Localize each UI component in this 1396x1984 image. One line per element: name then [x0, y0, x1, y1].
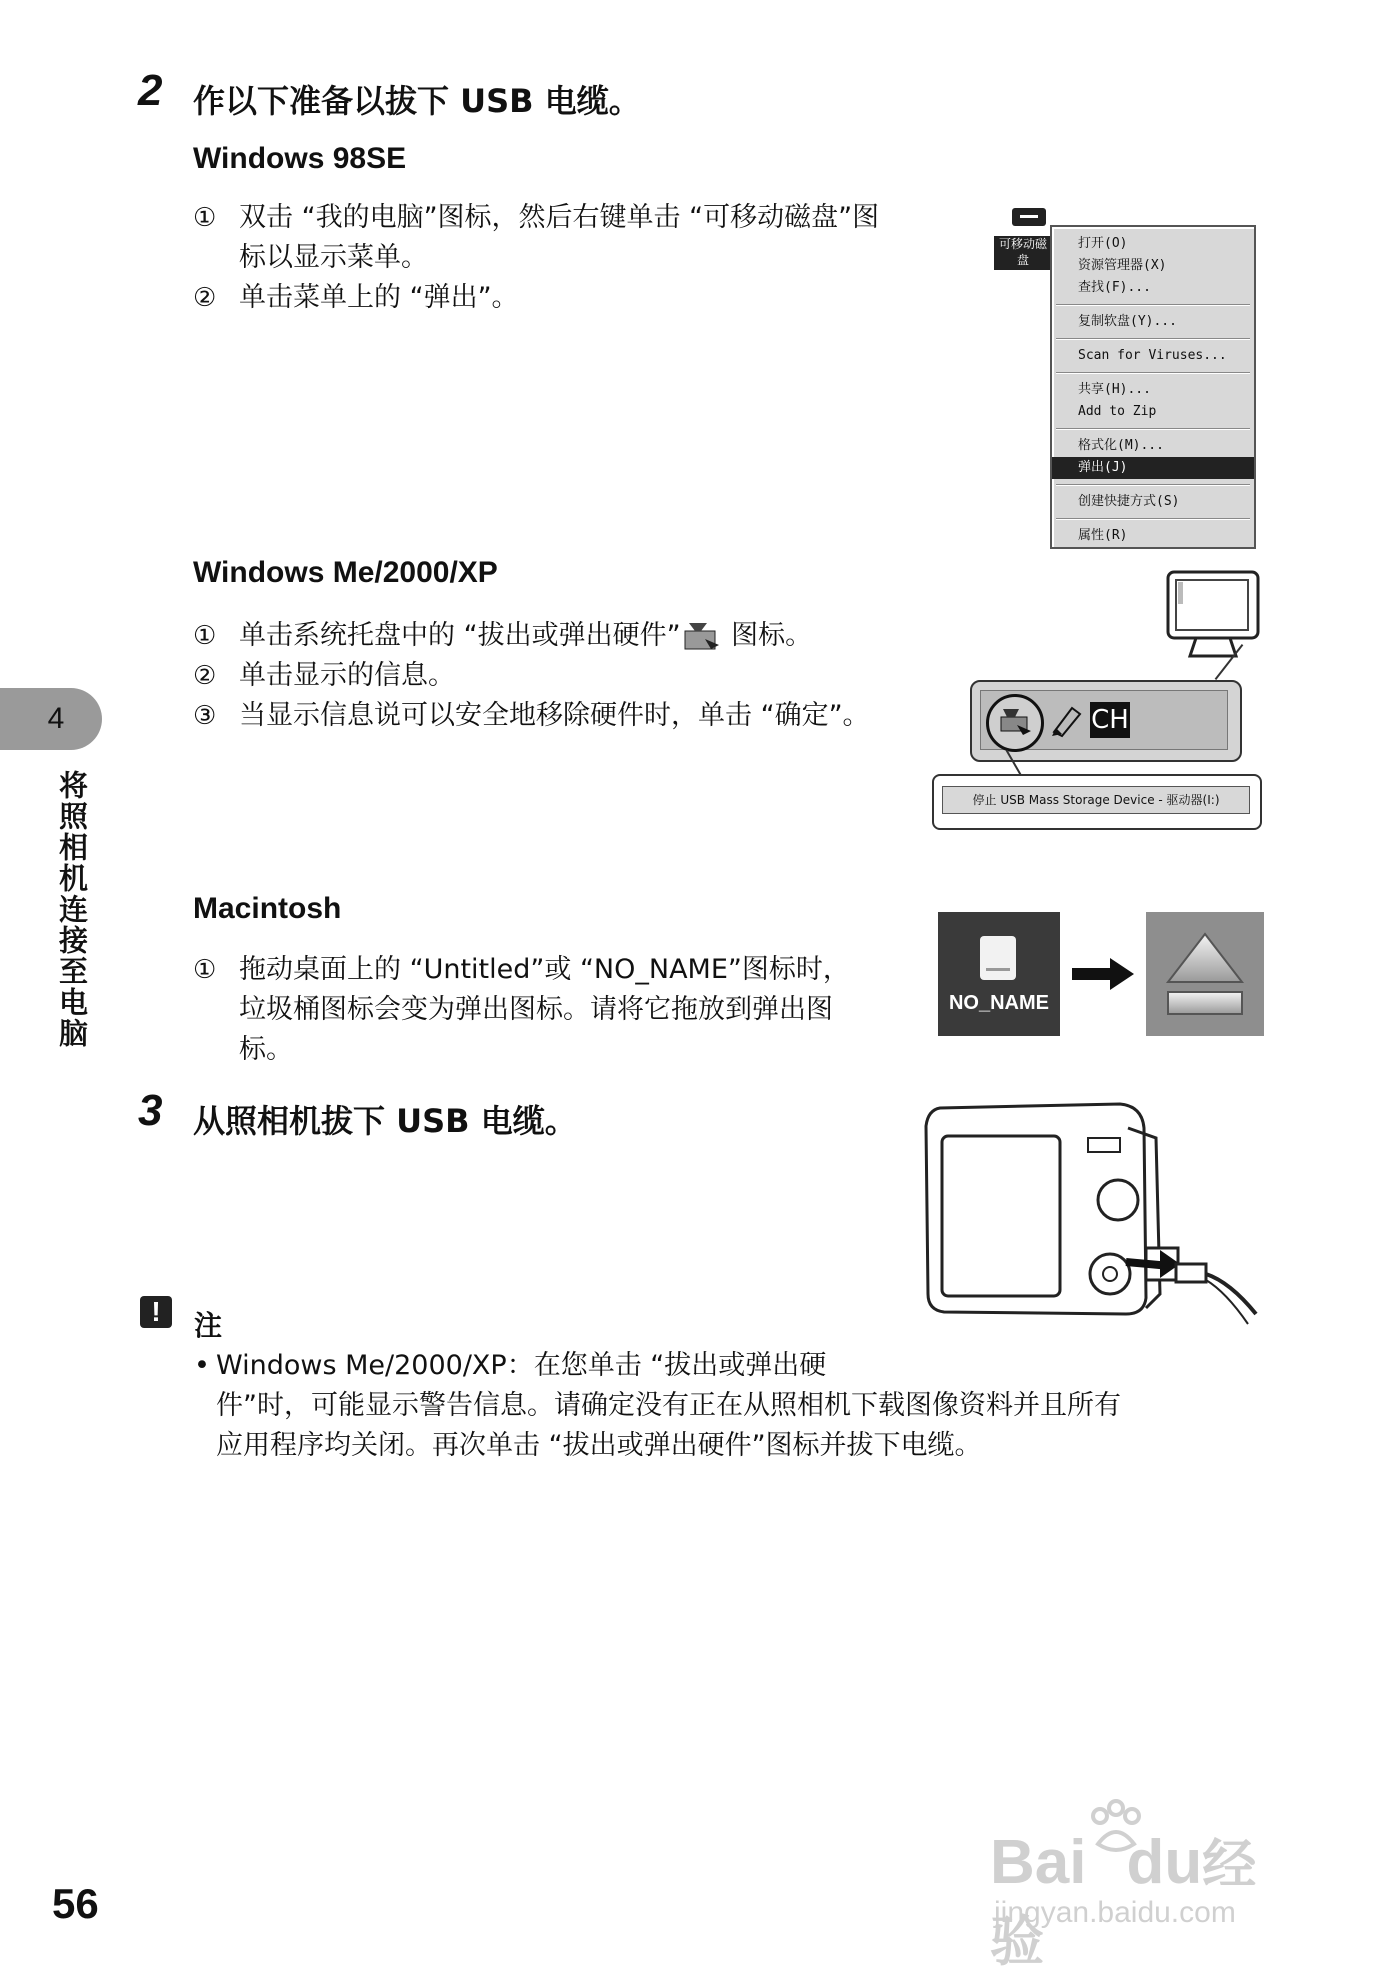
chapter-tab [0, 688, 102, 750]
menu-item-properties[interactable]: 属性(R) [1078, 528, 1128, 543]
menu-item-explorer[interactable]: 资源管理器(X) [1078, 258, 1167, 273]
note-body [194, 1346, 1254, 1466]
winme-step-2 [193, 656, 873, 696]
drive-name-label: NO_NAME [948, 992, 1049, 1014]
win98-step-2 [193, 278, 893, 318]
winme-heading: Windows Me/2000/XP [193, 556, 498, 589]
mac-eject-trash [1146, 912, 1264, 1036]
eject-icon[interactable] [1146, 912, 1264, 1036]
menu-separator [1056, 304, 1250, 306]
paw-icon [1086, 1800, 1146, 1860]
step-text-part: 图标。 [722, 620, 813, 651]
menu-item-add-to-zip[interactable]: Add to Zip [1078, 404, 1157, 419]
step-2-number: 2 [138, 66, 163, 115]
step-text: 拖动桌面上的 “Untitled”或 “NO_NAME”图标时，垃圾桶图标会变为弹出图标。请将它拖放到弹出图标。 [239, 954, 850, 1065]
menu-separator [1056, 428, 1250, 430]
mac-desktop-drive [938, 912, 1060, 1036]
step-marker: ② [193, 661, 217, 691]
note-label: 注 [194, 1309, 223, 1342]
step-marker: ① [193, 955, 217, 985]
mac-instructions [193, 950, 873, 1070]
mac-heading: Macintosh [193, 892, 342, 925]
menu-item-eject[interactable]: 弹出(J) [1052, 457, 1254, 479]
note-line [194, 1346, 1254, 1386]
menu-separator [1056, 484, 1250, 486]
step-text-part: 单击系统托盘中的 “拔出或弹出硬件” [239, 620, 681, 651]
note-line: 件”时，可能显示警告信息。请确定没有正在从照相机下载图像资料并且所有 [216, 1390, 1121, 1421]
menu-separator [1056, 372, 1250, 374]
language-indicator[interactable]: CH [1090, 702, 1130, 738]
step-text: 单击菜单上的 “弹出”。 [239, 282, 519, 313]
step-marker: ③ [193, 701, 217, 731]
chapter-title: 将照相机连接至电脑 [55, 770, 89, 1049]
menu-item-share[interactable]: 共享(H)... [1078, 382, 1151, 397]
caution-icon: ! [140, 1296, 172, 1328]
drive-icon[interactable] [980, 936, 1016, 980]
win98-heading: Windows 98SE [193, 142, 407, 175]
step-3-number: 3 [138, 1086, 163, 1135]
menu-item-format[interactable]: 格式化(M)... [1078, 438, 1164, 453]
mac-step-1 [193, 950, 873, 1070]
baidu-watermark [990, 1800, 1310, 1972]
menu-separator [1056, 518, 1250, 520]
note-line-text: Windows Me/2000/XP：在您单击 “拔出或弹出硬 [216, 1350, 827, 1381]
watermark-brand-part: 经验 [990, 1835, 1257, 1972]
step-text [239, 616, 873, 656]
drive-label-selected [994, 236, 1052, 283]
step-text: 当显示信息说可以安全地移除硬件时，单击 “确定”。 [239, 700, 870, 731]
note-line: 应用程序均关闭。再次单击 “拔出或弹出硬件”图标并拔下电缆。 [216, 1430, 982, 1461]
drive-label-name: 可移动磁盘 [998, 237, 1047, 267]
camera-usb-illustration [920, 1098, 1260, 1330]
menu-item-find[interactable]: 查找(F)... [1078, 280, 1151, 295]
win98-step-1 [193, 198, 893, 278]
menu-item-open[interactable]: 打开(O) [1078, 236, 1128, 251]
chapter-number: 4 [47, 702, 65, 735]
drive-label-letter: (E:) [1012, 269, 1034, 283]
eject-hardware-tray-icon[interactable] [986, 694, 1044, 752]
note-bullet: • [194, 1350, 210, 1381]
arrow-right-icon [1072, 958, 1134, 990]
menu-separator [1056, 338, 1250, 340]
winme-instructions [193, 616, 873, 736]
step-marker: ① [193, 203, 217, 233]
removable-drive-icon [1012, 208, 1046, 226]
step-text: 双击 “我的电脑”图标，然后右键单击 “可移动磁盘”图标以显示菜单。 [239, 202, 880, 273]
winme-step-3 [193, 696, 873, 736]
step-text: 单击显示的信息。 [239, 660, 455, 691]
watermark-brand-part: du [1126, 1828, 1203, 1897]
watermark-brand-part: Bai [990, 1828, 1087, 1897]
step-marker: ① [193, 621, 217, 651]
win98-context-menu [1050, 225, 1256, 549]
menu-item-scan-viruses[interactable]: Scan for Viruses... [1078, 348, 1227, 363]
win98-instructions [193, 198, 893, 318]
stop-device-button[interactable]: 停止 USB Mass Storage Device - 驱动器(I:) [942, 786, 1250, 814]
step-3-title: 从照相机拔下 USB 电缆。 [193, 1102, 577, 1140]
pen-tray-icon[interactable] [1048, 700, 1084, 740]
eject-hardware-icon [681, 619, 723, 655]
watermark-url: jingyan.baidu.com [994, 1896, 1236, 1929]
menu-item-copy-disk[interactable]: 复制软盘(Y)... [1078, 314, 1177, 329]
page-number: 56 [52, 1880, 99, 1927]
menu-item-create-shortcut[interactable]: 创建快捷方式(S) [1078, 494, 1180, 509]
step-2-title: 作以下准备以拔下 USB 电缆。 [193, 82, 641, 120]
winme-step-1 [193, 616, 873, 656]
step-marker: ② [193, 283, 217, 313]
monitor-illustration [1166, 570, 1262, 662]
